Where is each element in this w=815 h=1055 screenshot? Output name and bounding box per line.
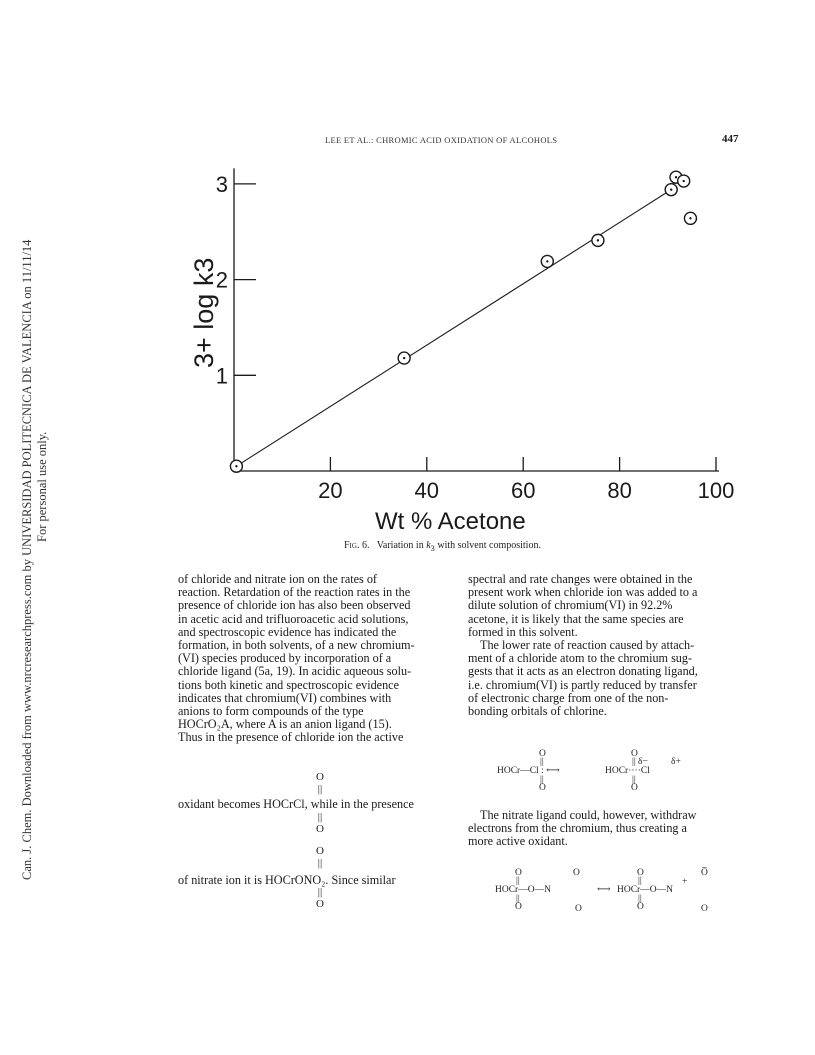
right-line: present work when chloride ion was added to a bbox=[468, 585, 698, 600]
y-tick-label: 3 bbox=[215, 171, 228, 197]
figure-caption-text-before: Variation in bbox=[376, 540, 427, 551]
formula-o-lower-n-right: O bbox=[701, 904, 708, 914]
data-point-center bbox=[403, 357, 405, 359]
formula-double-bond: || bbox=[317, 857, 323, 869]
left-line: presence of chloride ion has also been observed bbox=[178, 598, 411, 613]
running-head: LEE ET AL.: CHROMIC ACID OXIDATION OF ALCOHOLS bbox=[325, 135, 558, 145]
formula-o-bottom-right: O bbox=[637, 902, 644, 912]
data-point-center bbox=[546, 260, 548, 262]
left-line: anions to form compounds of the type bbox=[178, 704, 364, 719]
formula-double-bond: || bbox=[516, 894, 520, 904]
formula-double-bond: || bbox=[317, 886, 323, 898]
left-line: and spectroscopic evidence has indicated the bbox=[178, 624, 397, 639]
formula-o-bottom: O bbox=[316, 823, 324, 835]
chart-fit-line bbox=[236, 190, 671, 467]
x-tick-label: 20 bbox=[318, 478, 343, 503]
formula-hocrcl-stack-bottom bbox=[311, 811, 329, 835]
formula-delta-plus: δ+ bbox=[671, 757, 681, 767]
formula-o-bottom-left: O bbox=[539, 783, 546, 793]
y-axis-label: 3+ log k3 bbox=[189, 257, 219, 368]
figure-caption bbox=[344, 540, 541, 553]
formula-double-bond: || bbox=[540, 757, 544, 767]
x-tick-label: 100 bbox=[697, 478, 735, 503]
formula-double-bond: || bbox=[317, 783, 323, 795]
formula-double-bond: || bbox=[540, 775, 544, 785]
oxidant-nitrate-line: of nitrate ion it is HOCrONO₂. Since similar bbox=[178, 873, 396, 887]
right-line: dilute solution of chromium(VI) in 92.2% bbox=[468, 598, 673, 613]
left-line: indicates that chromium(VI) combines with bbox=[178, 690, 392, 705]
formula-o-bottom-right: O bbox=[631, 783, 638, 793]
right-line: formed in this solvent. bbox=[468, 624, 578, 639]
right-line: The nitrate ligand could, however, withdraw bbox=[480, 808, 697, 822]
left-line: chloride ligand (5a, 19). In acidic aqueous solu- bbox=[178, 664, 412, 679]
formula-resonance-arrow: ⟷ bbox=[597, 885, 611, 895]
right-line: spectral and rate changes were obtained in the bbox=[468, 572, 693, 586]
x-axis-label: Wt % Acetone bbox=[375, 508, 526, 535]
data-point-center bbox=[683, 180, 685, 182]
figure-caption-sub: 3 bbox=[430, 544, 435, 553]
right-line: The lower rate of reaction caused by attach- bbox=[480, 638, 695, 653]
left-line: (VI) species produced by incorporation of a bbox=[178, 651, 392, 666]
formula-o-top-left: O bbox=[539, 749, 546, 759]
formula-o-lower-n-left: O bbox=[575, 904, 582, 914]
chart-ticks bbox=[216, 172, 735, 503]
formula-o-bottom: O bbox=[316, 898, 324, 910]
formula-o-top-right: O bbox=[637, 868, 644, 878]
left-line: Thus in the presence of chloride ion the active bbox=[178, 730, 404, 745]
formula-o-upper-n-left: O bbox=[573, 868, 580, 878]
formula-double-bond: || bbox=[632, 775, 636, 785]
formula-o-top-right: O bbox=[631, 749, 638, 759]
oxidant-chloride-line: oxidant becomes HOCrCl, while in the presence bbox=[178, 797, 414, 811]
x-tick-label: 80 bbox=[607, 478, 632, 503]
right-line: gests that it acts as an electron donating ligand, bbox=[468, 664, 698, 679]
y-tick-label: 2 bbox=[215, 267, 228, 293]
right-line: i.e. chromium(VI) is partly reduced by transfer bbox=[468, 677, 697, 692]
right-line: electrons from the chromium, thus creating a bbox=[468, 821, 687, 836]
formula-o-minus: O̅ bbox=[701, 868, 708, 878]
figure-caption-label: Fig. 6. bbox=[344, 540, 370, 551]
nitrate-resonance-formula bbox=[495, 864, 745, 914]
right-line: acetone, it is likely that the same species are bbox=[468, 611, 684, 626]
right-line: of electronic charge from one of the non- bbox=[468, 690, 669, 705]
formula-double-bond: || bbox=[638, 894, 642, 904]
data-point-center bbox=[689, 217, 691, 219]
formula-double-bond: || bbox=[632, 757, 636, 767]
data-point-center bbox=[670, 188, 672, 190]
formula-double-bond: || bbox=[317, 811, 323, 823]
chart-axes bbox=[234, 168, 719, 471]
formula-o-top: O bbox=[316, 845, 324, 857]
formula-o-top: O bbox=[316, 771, 324, 783]
formula-hocrono2-stack-bottom bbox=[311, 886, 329, 910]
right-line: bonding orbitals of chlorine. bbox=[468, 704, 607, 719]
right-column-nitrate-paragraph bbox=[468, 809, 741, 849]
left-column bbox=[178, 573, 455, 745]
right-column bbox=[468, 573, 741, 718]
watermark-line-1: Can. J. Chem. Downloaded from www.nrcresearchpress.com by UNIVERSIDAD POLITECNICA DE VALENCIA on 11/11/14 bbox=[20, 239, 34, 880]
left-line: of chloride and nitrate ion on the rates of bbox=[178, 572, 377, 586]
formula-delta-minus: δ− bbox=[638, 757, 648, 767]
chloride-resonance-formula bbox=[497, 749, 747, 795]
formula-chloride-left: HOCr—Cl : ⟷ bbox=[497, 766, 560, 776]
formula-o-bottom-left: O bbox=[515, 902, 522, 912]
watermark-line-2: For personal use only. bbox=[35, 431, 49, 542]
left-line: reaction. Retardation of the reaction rates in the bbox=[178, 585, 411, 600]
formula-nitrate-right: HOCr—O—N bbox=[617, 885, 673, 895]
data-point-center bbox=[675, 176, 677, 178]
left-line: formation, in both solvents, of a new chromium- bbox=[178, 638, 415, 653]
page-number: 447 bbox=[722, 133, 739, 145]
formula-double-bond: || bbox=[638, 876, 642, 886]
fit-line bbox=[236, 190, 671, 467]
left-line: in acetic acid and trifluoroacetic acid solutions, bbox=[178, 611, 409, 626]
x-tick-label: 40 bbox=[414, 478, 440, 503]
y-tick-label: 1 bbox=[215, 363, 228, 389]
right-line: more active oxidant. bbox=[468, 834, 568, 849]
data-point-center bbox=[597, 239, 599, 241]
formula-chloride-right: HOCr····Cl bbox=[605, 766, 650, 776]
figure-caption-text-after: with solvent composition. bbox=[434, 540, 541, 551]
x-tick-label: 60 bbox=[510, 478, 536, 503]
left-line: tions both kinetic and spectroscopic evidence bbox=[178, 677, 399, 692]
formula-hocrcl-stack bbox=[311, 771, 329, 795]
formula-double-bond: || bbox=[516, 876, 520, 886]
formula-hocrono2-stack bbox=[311, 845, 329, 869]
data-point-center bbox=[235, 465, 237, 467]
right-line: ment of a chloride atom to the chromium sug- bbox=[468, 651, 693, 666]
formula-nitrate-left: HOCr—O—N bbox=[495, 885, 551, 895]
figure-caption-k: k bbox=[426, 540, 431, 551]
left-line: HOCrO₂A, where A is an anion ligand (15). bbox=[178, 717, 392, 732]
formula-plus-charge: + bbox=[682, 877, 688, 887]
formula-o-top-left: O bbox=[515, 868, 522, 878]
